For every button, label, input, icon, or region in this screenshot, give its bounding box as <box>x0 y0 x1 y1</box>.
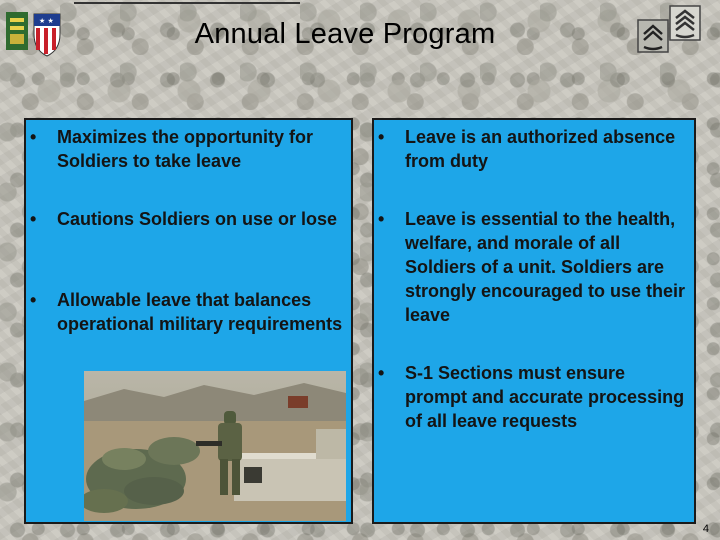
bullet-icon: • <box>30 290 37 310</box>
right-bullet-3 <box>378 361 692 433</box>
svg-text:★ ★: ★ ★ <box>39 17 54 25</box>
bullet-text: Leave is an authorized absence from duty <box>405 127 676 171</box>
bullet-icon: • <box>378 127 385 147</box>
bullet-text: S-1 Sections must ensure prompt and accurate processing of all leave requests <box>405 363 685 431</box>
soldier-sandbag-photo <box>84 371 346 521</box>
bullet-icon: • <box>378 209 385 229</box>
bullet-icon: • <box>378 363 385 383</box>
page-number: 4 <box>702 523 709 535</box>
left-bullet-3 <box>30 288 350 336</box>
bullet-text: Leave is essential to the health, welfare, and morale of all Soldiers of a unit. Soldiers are strongly encouraged to use their leave <box>405 209 686 325</box>
right-bullet-1 <box>378 125 692 173</box>
bullet-icon: • <box>30 127 37 147</box>
sergeant-first-class-rank-icon <box>636 4 702 56</box>
header-divider <box>74 2 300 4</box>
bullet-text: Cautions Soldiers on use or lose <box>57 209 338 229</box>
right-bullet-2 <box>378 207 692 327</box>
slide-header <box>0 0 720 72</box>
bullet-text: Maximizes the opportunity for Soldiers to take leave <box>57 127 314 171</box>
bullet-icon: • <box>30 209 37 229</box>
page-title: Annual Leave Program <box>194 18 496 50</box>
bullet-text: Allowable leave that balances operational military requirements <box>57 290 343 334</box>
left-bullet-2 <box>30 207 350 231</box>
left-bullet-1 <box>30 125 350 173</box>
